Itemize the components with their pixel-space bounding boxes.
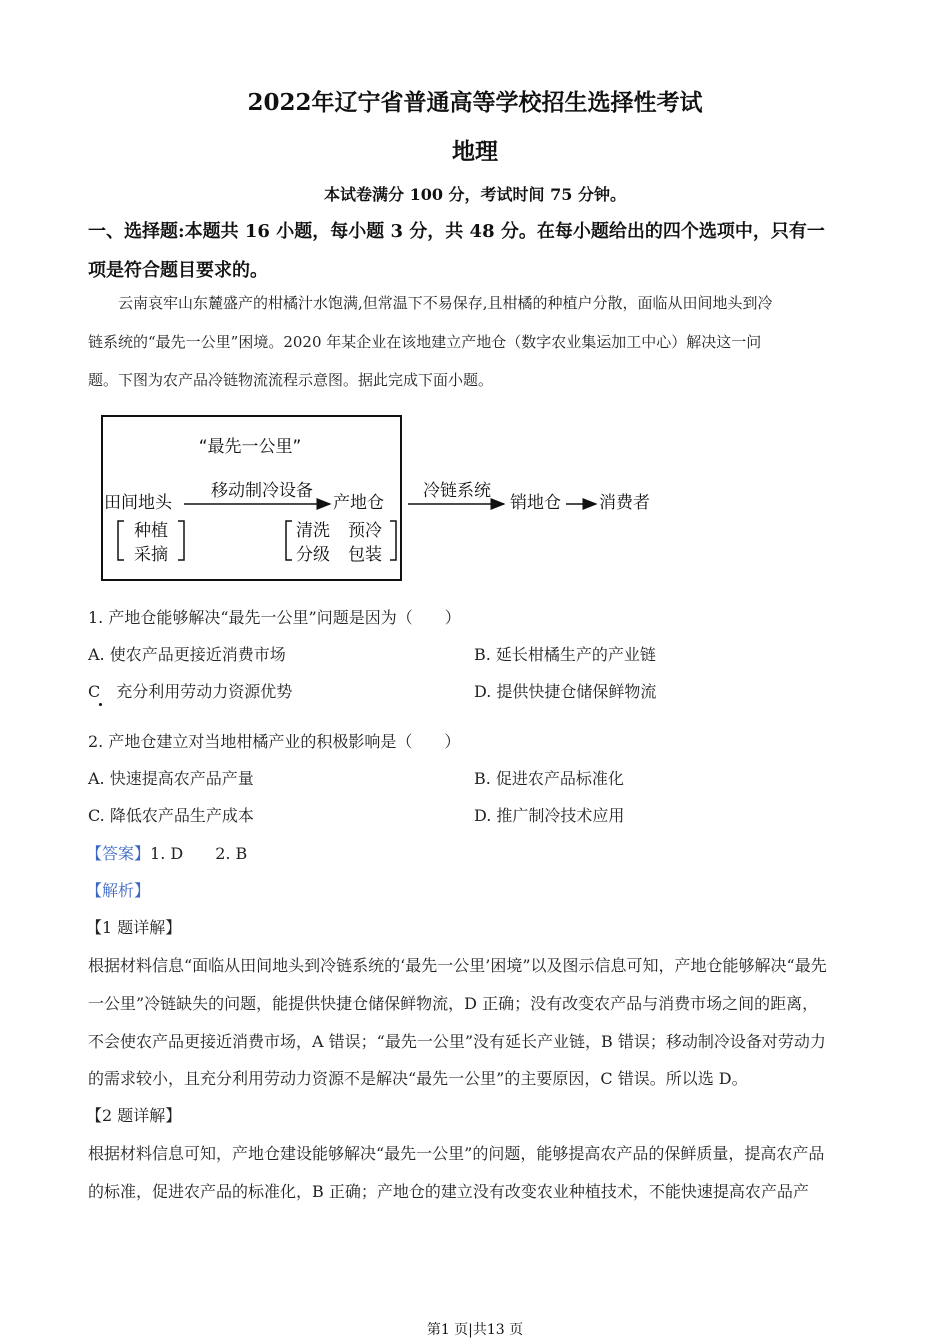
detail-2-tag: 【2 题详解】 [86, 1106, 182, 1125]
detail-1-tag: 【1 题详解】 [86, 918, 182, 937]
cold-chain-diagram [100, 414, 666, 584]
q2-option-c: C. 降低农产品生产成本 [88, 806, 254, 825]
underdot-mark [99, 703, 102, 706]
q2-option-a: A. 快速提高农产品产量 [88, 769, 254, 788]
node-origin-warehouse: 产地仓 [333, 493, 384, 513]
answer-line [86, 841, 247, 864]
origin-sub-packing: 包装 [348, 545, 382, 565]
answer-text: 1. D 2. B [150, 844, 248, 863]
detail-1-line3: 不会使农产品更接近消费市场，A 错误；“最先一公里”没有延长产业链，B 错误；移动制冷设备对劳动力 [88, 1032, 826, 1051]
node-sales-warehouse: 销地仓 [510, 493, 561, 513]
arrow1-label: 移动制冷设备 [211, 481, 313, 501]
field-sub-picking: 采摘 [134, 545, 168, 565]
origin-sub-precooling: 预冷 [348, 521, 382, 541]
question-2-stem: 2. 产地仓建立对当地柑橘产业的积极影响是（ ） [88, 732, 461, 751]
passage-line1: 云南哀牢山东麓盛产的柑橘汁水饱满,但常温下不易保存,且柑橘的种植户分散，面临从田间地头到冷 [118, 294, 773, 312]
detail-2-line1: 根据材料信息可知，产地仓建设能够解决“最先一公里”的问题，能够提高农产品的保鲜质量，提高农产品 [88, 1144, 825, 1163]
detail-2-line2: 的标准，促进农产品的标准化，B 正确；产地仓的建立没有改变农业种植技术，不能快速提高农产品产 [88, 1182, 809, 1201]
exam-note: 本试卷满分 100 分，考试时间 75 分钟。 [324, 185, 626, 204]
origin-sub-cleaning: 清洗 [296, 521, 330, 541]
page-number: 第1 页|共13 页 [426, 1322, 524, 1338]
section-heading-line1: 一、选择题:本题共 16 小题，每小题 3 分，共 48 分。在每小题给出的四个选项中，只有一 [88, 221, 825, 242]
exam-title: 2022年辽宁省普通高等学校招生选择性考试 [247, 89, 703, 116]
q2-option-d: D. 推广制冷技术应用 [474, 806, 625, 825]
origin-sub-grading: 分级 [296, 545, 330, 565]
q1-option-b: B. 延长柑橘生产的产业链 [474, 645, 656, 664]
section-heading-line2: 项是符合题目要求的。 [88, 260, 268, 281]
q2-option-b: B. 促进农产品标准化 [474, 769, 624, 788]
field-sub-planting: 种植 [134, 521, 168, 541]
analysis-tag: 【解析】 [86, 881, 151, 900]
node-consumer: 消费者 [599, 493, 650, 513]
node-field: 田间地头 [104, 493, 172, 513]
answer-tag: 【答案】 [86, 844, 151, 863]
passage-line3: 题。下图为农产品冷链物流流程示意图。据此完成下面小题。 [88, 371, 494, 389]
subject-title: 地理 [452, 138, 498, 165]
detail-1-line4: 的需求较小，且充分利用劳动力资源不是解决“最先一公里”的主要原因，C 错误。所以选 D。 [88, 1069, 748, 1088]
passage-line2: 链系统的“最先一公里”困境。2020 年某企业在该地建立产地仓（数字农业集运加工中心）解决这一问 [88, 333, 762, 351]
detail-1-line2: 一公里”冷链缺失的问题，能提供快捷仓储保鲜物流，D 正确；没有改变农产品与消费市场之间的距离， [88, 994, 819, 1013]
origin-bracket-right [390, 521, 396, 560]
q1-option-c: C 充分利用劳动力资源优势 [88, 682, 293, 701]
question-1-stem: 1. 产地仓能够解决“最先一公里”问题是因为（ ） [88, 608, 461, 627]
arrow2-label: 冷链系统 [423, 481, 491, 501]
detail-1-line1: 根据材料信息“面临从田间地头到冷链系统的‘最先一公里’困境”以及图示信息可知，产地仓能够解决“最先 [88, 956, 827, 975]
q1-option-d: D. 提供快捷仓储保鲜物流 [474, 682, 657, 701]
first-mile-label: “最先一公里” [198, 437, 302, 457]
origin-bracket-left [286, 521, 292, 560]
q1-option-a: A. 使农产品更接近消费市场 [88, 645, 286, 664]
field-bracket-left [118, 521, 124, 560]
diagram-svg [100, 414, 666, 584]
field-bracket-right [178, 521, 184, 560]
